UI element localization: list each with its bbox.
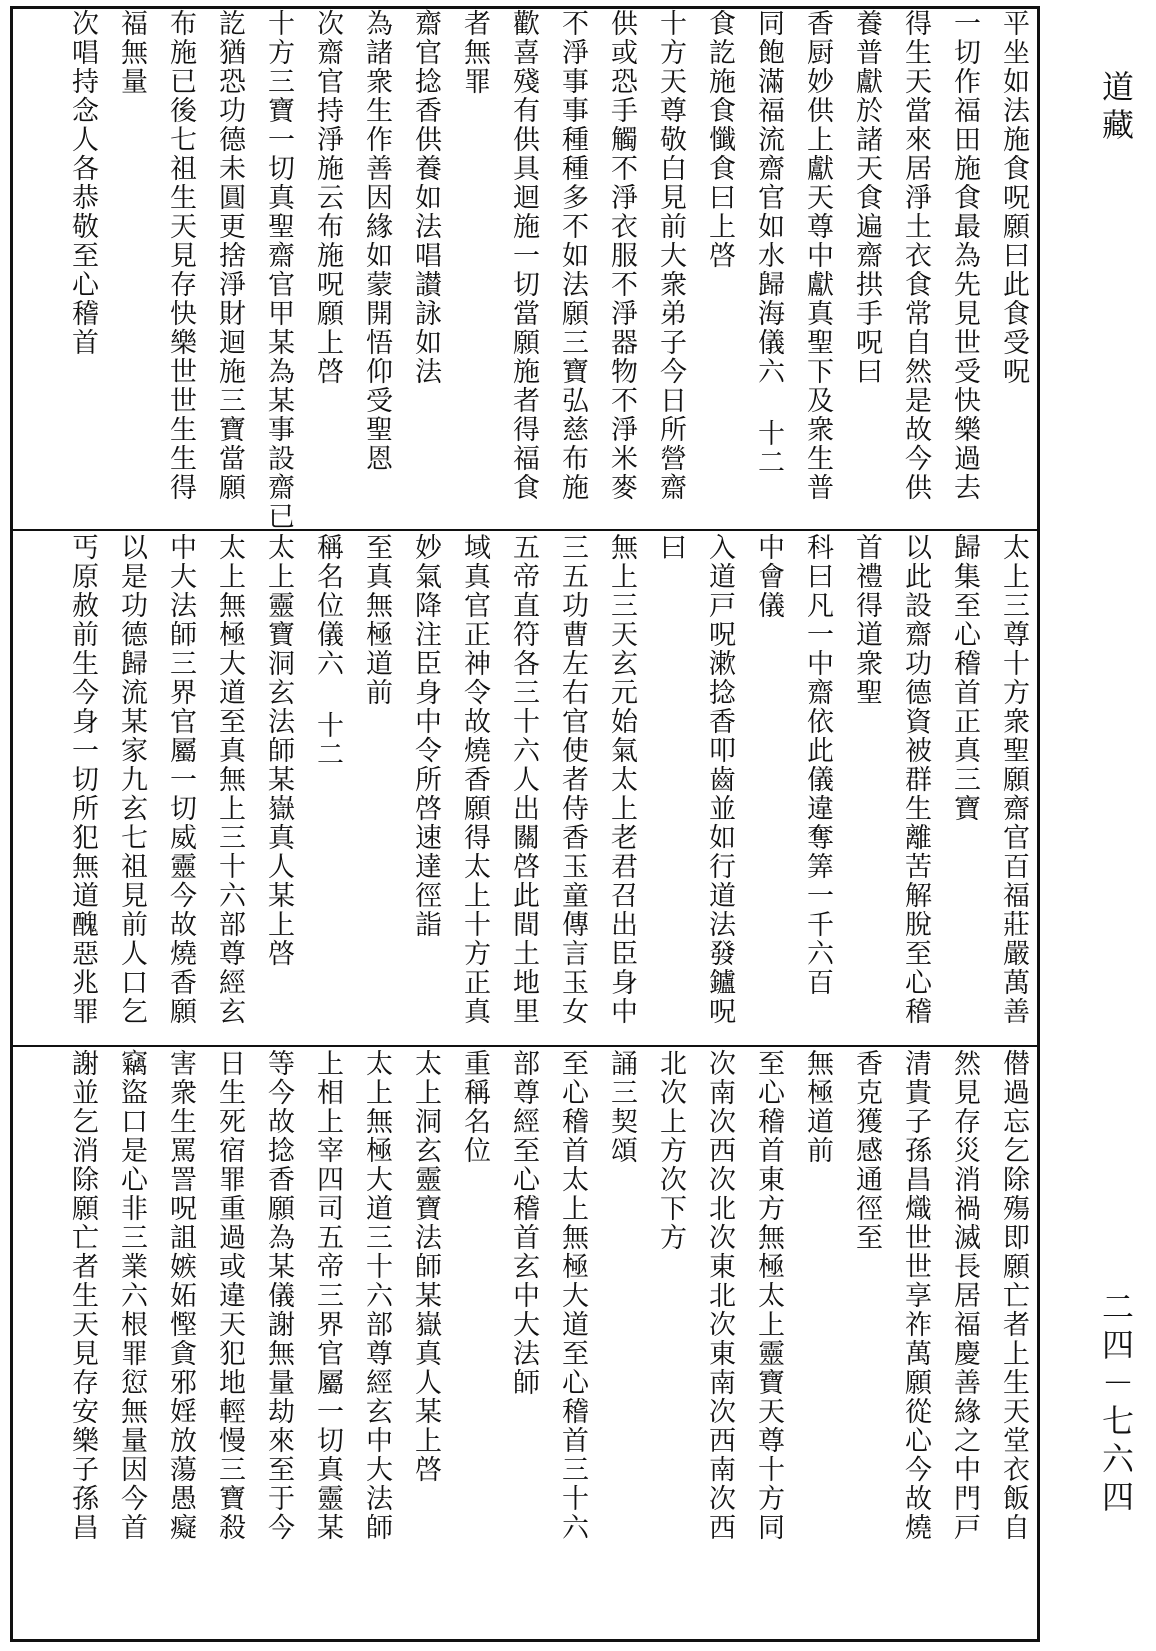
text-column: 無極道前 [802,1049,833,1165]
text-column: 一切作福田施食最為先見世受快樂過去 [949,9,980,502]
text-column: 上相上宰四司五帝三界官屬一切真靈某 [312,1049,343,1542]
text-column: 布施已後七祖生天見存快樂世世生生得 [165,9,196,502]
text-column: 北次上方次下方 [655,1049,686,1252]
text-column: 僣過忘乞除殤即願亡者上生天堂衣飯自 [998,1049,1029,1542]
text-column: 同飽滿福流齋官如水歸海儀六 十二 [753,9,784,477]
text-column: 五帝直符各三十六人出關啓此間土地里 [508,533,539,1026]
collection-label: 道藏 [1097,70,1135,146]
text-column: 以此設齋功德資被群生離苦解脫至心稽 [900,533,931,1026]
text-column: 誦三契頌 [606,1049,637,1165]
text-column: 入道戸呪漱捻香叩齒並如行道法發鑪呪 [704,533,735,1026]
text-column: 不淨事事種種多不如法願三寶弘慈布施 [557,9,588,502]
text-panel-bottom [13,1049,1037,1635]
text-column: 太上無極大道三十六部尊經玄中大法師 [361,1049,392,1542]
text-column: 日生死宿罪重過或違天犯地輕慢三寶殺 [214,1049,245,1542]
text-column: 太上無極大道至真無上三十六部尊經玄 [214,533,245,1026]
text-column: 三五功曹左右官使者侍香玉童傳言玉女 [557,533,588,1026]
text-column: 清貴子孫昌熾世世享祚萬願從心今故燒 [900,1049,931,1542]
text-column: 福無量 [116,9,147,96]
text-column: 十方三寶一切真聖齋官甲某為某事設齋已 [263,9,294,531]
text-column: 供或恐手觸不淨衣服不淨器物不淨米麥 [606,9,637,502]
text-column: 曰 [655,533,686,562]
text-column: 歸集至心稽首正真三寶 [949,533,980,823]
section-divider [13,529,1037,531]
text-column: 妙氣降注臣身中令所啓速達徑詣 [410,533,441,939]
text-column: 至真無極道前 [361,533,392,707]
text-column: 至心稽首太上無極大道至心稽首三十六 [557,1049,588,1542]
text-column: 次唱持念人各恭敬至心稽首 [67,9,98,357]
text-column: 歡喜殘有供具迴施一切當願施者得福食 [508,9,539,502]
text-column: 首禮得道衆聖 [851,533,882,707]
text-column: 次南次西次北次東北次東南次西南次西 [704,1049,735,1542]
text-column: 齋官捻香供養如法唱讃詠如法 [410,9,441,386]
text-column: 以是功德歸流某家九玄七祖見前人口乞 [116,533,147,1026]
text-column: 稱名位儀六 十二 [312,533,343,769]
text-column: 香克獲感通徑至 [851,1049,882,1252]
text-column: 香厨妙供上獻天尊中獻真聖下及衆生普 [802,9,833,502]
text-column: 訖猶恐功德未圓更捨淨財迴施三寶當願 [214,9,245,502]
text-column: 太上三尊十方衆聖願齋官百福莊嚴萬善 [998,533,1029,1026]
text-column: 平坐如法施食呪願曰此食受呪 [998,9,1029,386]
text-panel-top [13,9,1037,531]
text-column: 為諸衆生作善因緣如蒙開悟仰受聖恩 [361,9,392,473]
text-column: 得生天當來居淨土衣食常自然是故今供 [900,9,931,502]
text-column: 十方天尊敬白見前大衆弟子今日所營齋 [655,9,686,502]
text-column: 養普獻於諸天食遍齋拱手呪曰 [851,9,882,386]
text-column: 部尊經至心稽首玄中大法師 [508,1049,539,1397]
text-column: 謝並乞消除願亡者生天見存安樂子孫昌 [67,1049,98,1542]
section-divider [13,1045,1037,1047]
text-column: 科曰凡一中齋依此儀違奪筭一千六百 [802,533,833,997]
text-column: 丐原赦前生今身一切所犯無道醜惡兆罪 [67,533,98,1026]
text-column: 竊盜口是心非三業六根罪愆無量因今首 [116,1049,147,1542]
page-number: 二四－七六四 [1097,1290,1135,1518]
text-column: 中大法師三界官屬一切威靈今故燒香願 [165,533,196,1026]
text-column: 域真官正神令故燒香願得太上十方正真 [459,533,490,1026]
text-column: 重稱名位 [459,1049,490,1165]
text-column: 等今故捻香願為某儀謝無量劫來至于今 [263,1049,294,1542]
text-column: 太上洞玄靈寶法師某嶽真人某上啓 [410,1049,441,1484]
text-column: 太上靈寶洞玄法師某嶽真人某上啓 [263,533,294,968]
text-column: 中會儀 [753,533,784,620]
text-column: 至心稽首東方無極太上靈寶天尊十方同 [753,1049,784,1542]
text-column: 食訖施食懺食曰上啓 [704,9,735,270]
text-panel-middle [13,533,1037,1043]
text-column: 者無罪 [459,9,490,96]
text-column: 害衆生罵詈呪詛嫉妬慳貪邪婬放蕩愚癡 [165,1049,196,1542]
text-column: 無上三天玄元始氣太上老君召出臣身中 [606,533,637,1026]
text-column: 次齋官持淨施云布施呪願上啓 [312,9,343,386]
text-column: 然見存災消禍滅長居福慶善緣之中門戸 [949,1049,980,1542]
page-frame [10,6,1040,1642]
